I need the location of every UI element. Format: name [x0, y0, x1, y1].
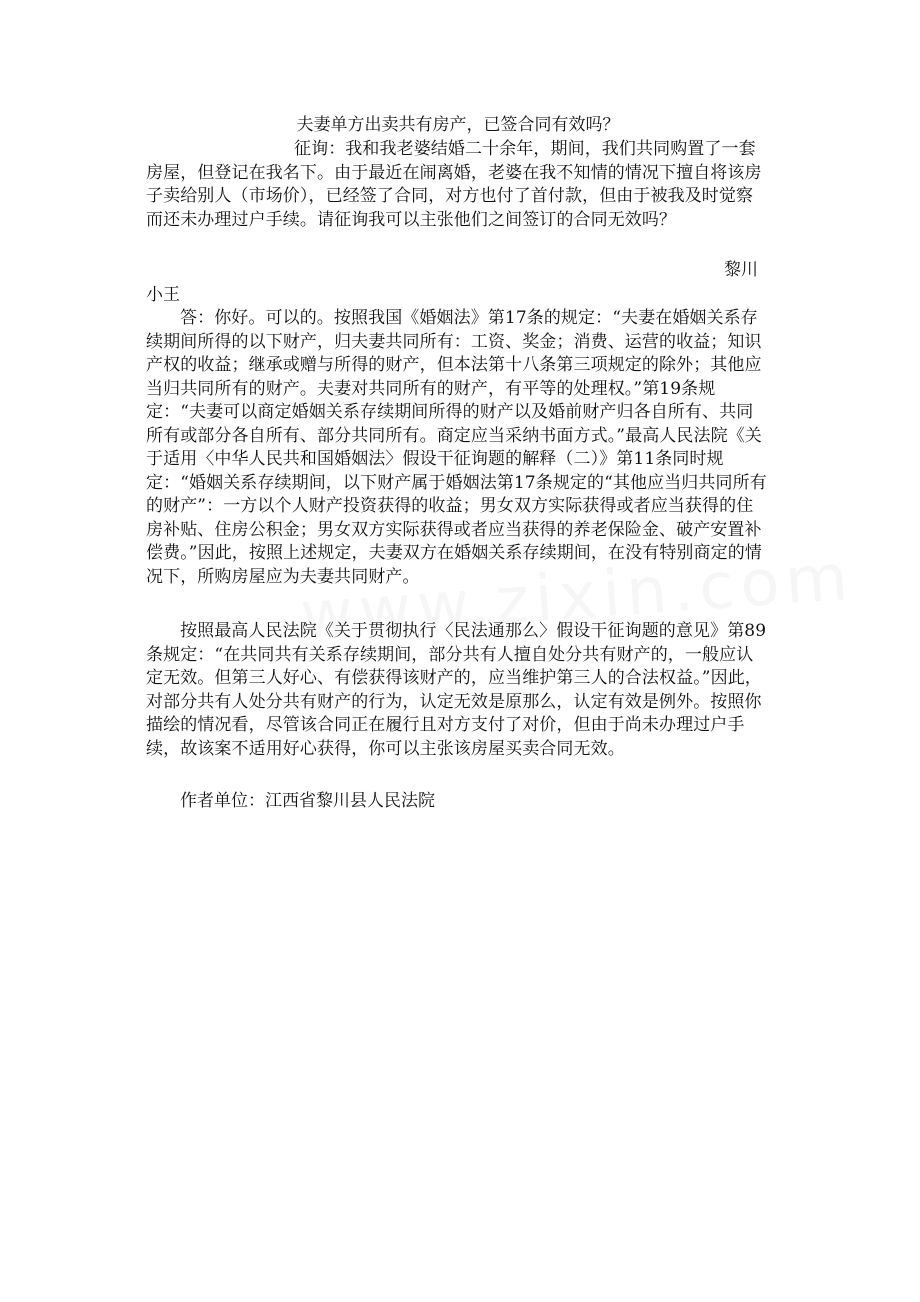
question-paragraph: 征询：我和我老婆结婚二十余年，期间，我们共同购置了一套房屋，但登记在我名下。由于最近在闹离婚，老婆在我不知情的情况下擅自将该房子卖给别人（市场价），已经签了合同，对方也付了首付款，但由于被我及时觉察而还未办理过户手续。请征询我可以主张他们之间签订的合同无效吗？ [146, 139, 762, 230]
signature-name: 小王 [146, 285, 180, 305]
answer-paragraph: 答：你好。可以的。按照我国《婚姻法》第17条的规定：“夫妻在婚姻关系存续期间所得的以下财产，归夫妻共同所有：工资、奖金；消费、运营的收益；知识产权的收益；继承或赠与所得的财产，但本法第十八条第三项规定的除外；其他应当归共同所有的财产。夫妻对共同所有的财产，有平等的处理权。”第19条规定：“夫妻可以商定婚姻关系存续期间所得的财产以及婚前财产归各自所有、共同所有或部分各自所有、部分共同所有。商定应当采纳书面方式。”最高人民法院《关于适用〈中华人民共和国婚姻法〉假设干征询题的解释（二）》第11条同时规定：“婚姻关系存续期间，以下财产属于婚姻法第17条规定的“其他应当归共同所有的财产”：一方以个人财产投资获得的收益；男女双方实际获得或者应当获得的住房补贴、住房公积金；男女双方实际获得或者应当获得的养老保险金、破产安置补偿费。”因此，按照上述规定，夫妻双方在婚姻关系存续期间，在没有特别商定的情况下，所购房屋应为夫妻共同财产。 [146, 308, 767, 587]
document-title: 夫妻单方出卖共有房产，已签合同有效吗？ [296, 115, 620, 135]
second-paragraph: 按照最高人民法院《关于贯彻执行〈民法通那么〉假设干征询题的意见》第89条规定：“在共同共有关系存续期间，部分共有人擅自处分共有财产的，一般应认定无效。但第三人好心、有偿获得该财产的，应当维护第三人的合法权益。”因此，对部分共有人处分共有财产的行为，认定无效是原那么，认定有效是例外。按照你描绘的情况看，尽管该合同正在履行且对方支付了对价，但由于尚未办理过户手续，故该案不适用好心获得，你可以主张该房屋买卖合同无效。 [146, 621, 767, 759]
author-affiliation: 作者单位：江西省黎川县人民法院 [180, 791, 435, 811]
signature-place: 黎川 [724, 260, 758, 280]
